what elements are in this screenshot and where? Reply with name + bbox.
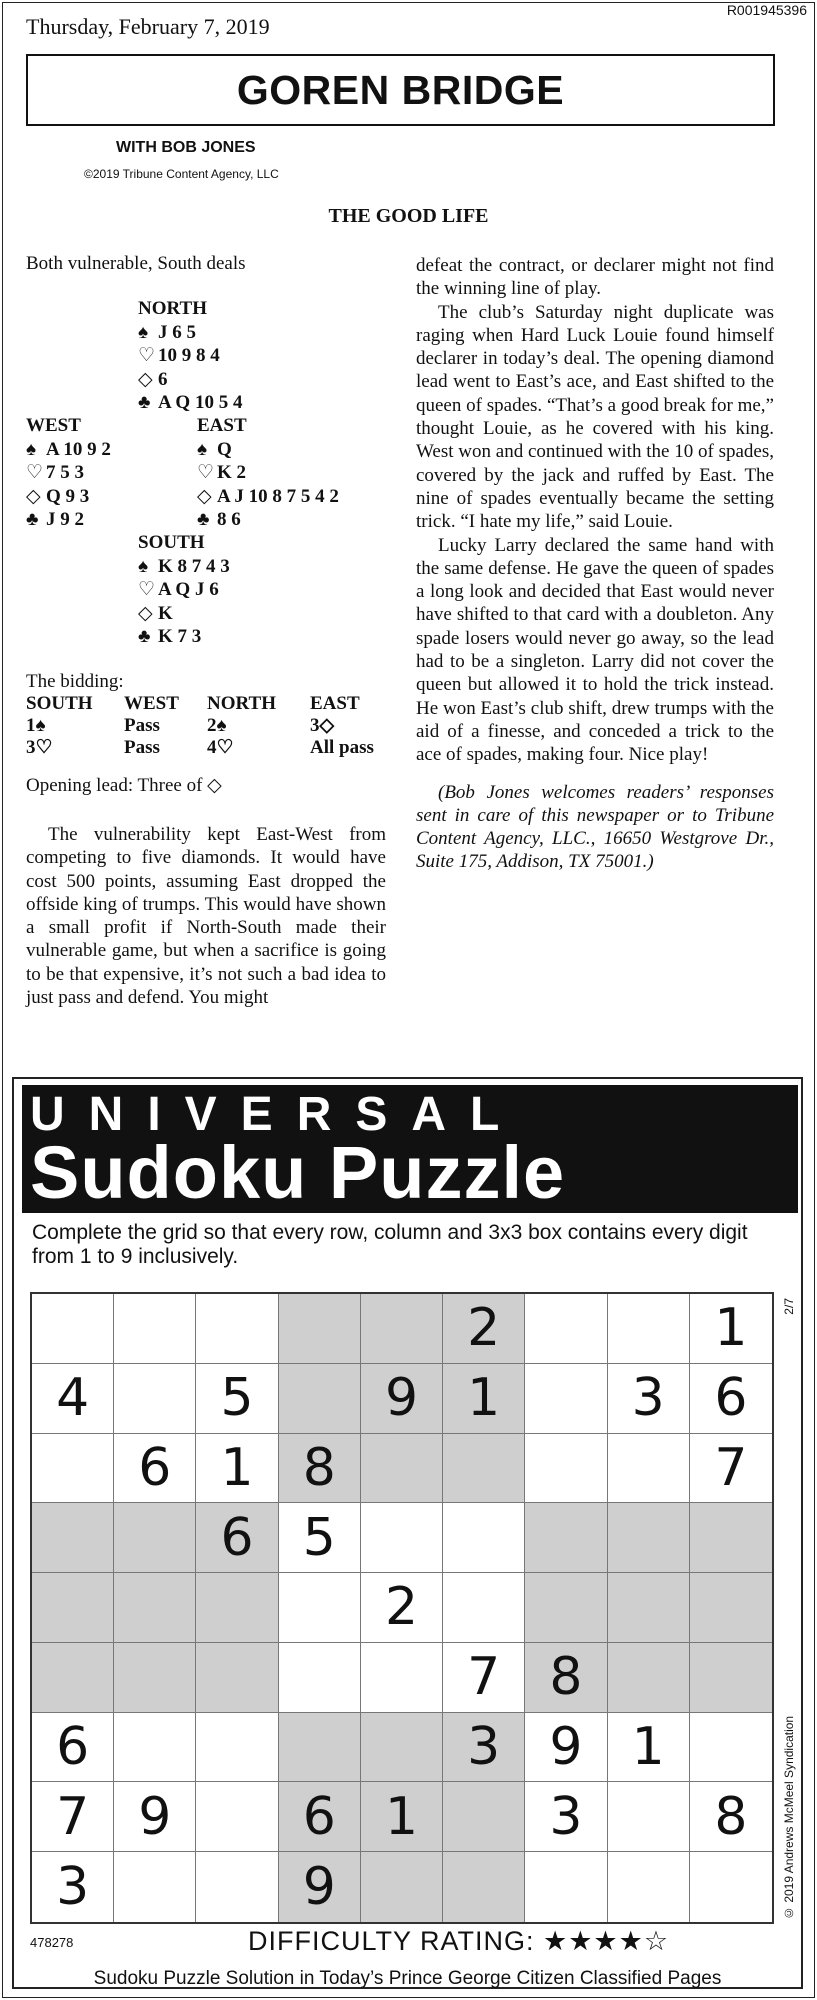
bid-cell: Pass: [124, 715, 160, 736]
sudoku-cell[interactable]: [114, 1294, 196, 1364]
heart-icon: ♡: [138, 345, 156, 366]
closing-note: (Bob Jones welcomes readers’ responses sent in care of this newspaper or to Tribune Content Agency, LLC., 16650 Westgrove Dr., Suite 175, Addison, TX 75001.): [416, 781, 774, 873]
sudoku-cell[interactable]: [608, 1573, 690, 1643]
bid-header: WEST: [124, 693, 179, 714]
spade-icon: ♠: [138, 321, 149, 343]
south-spades: K 8 7 4 3: [158, 555, 230, 577]
sudoku-banner: [22, 1085, 798, 1213]
club-icon: ♣: [138, 392, 151, 413]
sudoku-cell[interactable]: 1: [608, 1713, 690, 1783]
deal-line: Both vulnerable, South deals: [26, 253, 246, 274]
sudoku-cell[interactable]: 1: [443, 1364, 525, 1434]
sudoku-cell[interactable]: [608, 1643, 690, 1713]
banner-title: Sudoku Puzzle: [30, 1131, 566, 1214]
sudoku-cell[interactable]: [608, 1782, 690, 1852]
east-spades: Q: [217, 438, 232, 460]
north-diamonds: 6: [158, 368, 168, 390]
sudoku-cell[interactable]: [525, 1503, 607, 1573]
sudoku-cell[interactable]: [361, 1503, 443, 1573]
west-spades: A 10 9 2: [46, 438, 111, 460]
column-headline: THE GOOD LIFE: [328, 205, 489, 227]
west-clubs: J 9 2: [46, 509, 84, 530]
sudoku-cell[interactable]: [361, 1713, 443, 1783]
sudoku-cell[interactable]: 9: [525, 1713, 607, 1783]
sudoku-cell[interactable]: 6: [279, 1782, 361, 1852]
sudoku-cell[interactable]: 9: [279, 1852, 361, 1922]
sudoku-cell[interactable]: [32, 1294, 114, 1364]
sudoku-cell[interactable]: [525, 1434, 607, 1504]
sudoku-cell[interactable]: [114, 1643, 196, 1713]
heart-icon: ♡: [26, 462, 44, 483]
west-hearts: 7 5 3: [46, 462, 84, 483]
sudoku-cell[interactable]: [32, 1434, 114, 1504]
bid-cell: Pass: [124, 737, 160, 758]
sudoku-footer: Sudoku Puzzle Solution in Today’s Prince George Citizen Classified Pages: [93, 1968, 722, 1989]
bidding-section: [26, 670, 390, 759]
east-clubs: 8 6: [217, 509, 241, 530]
sudoku-cell[interactable]: [690, 1503, 772, 1573]
sudoku-cell[interactable]: [361, 1643, 443, 1713]
east-label: EAST: [197, 415, 247, 436]
north-spades: J 6 5: [158, 321, 196, 343]
club-icon: ♣: [138, 626, 151, 647]
sudoku-cell[interactable]: [690, 1573, 772, 1643]
sudoku-cell[interactable]: 8: [279, 1434, 361, 1504]
sudoku-cell[interactable]: [196, 1573, 278, 1643]
sudoku-cell[interactable]: [361, 1294, 443, 1364]
club-icon: ♣: [197, 509, 210, 530]
sudoku-cell[interactable]: 7: [690, 1434, 772, 1504]
sudoku-cell[interactable]: 1: [690, 1294, 772, 1364]
sudoku-cell[interactable]: 6: [690, 1364, 772, 1434]
body-paragraph: defeat the contract, or declarer might not find the winning line of play.: [416, 255, 774, 300]
date-line: Thursday, February 7, 2019: [26, 14, 270, 39]
sudoku-cell[interactable]: [525, 1852, 607, 1922]
south-label: SOUTH: [138, 532, 205, 553]
sudoku-cell[interactable]: 4: [32, 1364, 114, 1434]
sudoku-cell[interactable]: 6: [196, 1503, 278, 1573]
bid-cell: 4♡: [207, 737, 234, 758]
body-left-column: [26, 823, 386, 1009]
diamond-icon: ◇: [138, 368, 153, 390]
bid-header: EAST: [310, 693, 360, 714]
sudoku-cell[interactable]: 7: [32, 1782, 114, 1852]
opening-lead: Opening lead: Three of ◇: [26, 775, 222, 796]
sudoku-cell[interactable]: [443, 1782, 525, 1852]
sudoku-cell[interactable]: [32, 1643, 114, 1713]
sudoku-cell[interactable]: [279, 1573, 361, 1643]
sudoku-cell[interactable]: [114, 1364, 196, 1434]
sudoku-cell[interactable]: [114, 1573, 196, 1643]
copyright-line: ©2019 Tribune Content Agency, LLC: [84, 167, 279, 181]
sudoku-cell[interactable]: [690, 1713, 772, 1783]
sudoku-cell[interactable]: [608, 1503, 690, 1573]
sudoku-cell[interactable]: [443, 1852, 525, 1922]
sudoku-cell[interactable]: [443, 1434, 525, 1504]
south-hearts: A Q J 6: [158, 579, 219, 600]
bid-header: SOUTH: [26, 693, 93, 714]
byline: WITH BOB JONES: [116, 139, 256, 156]
side-copyright: © 2019 Andrews McMeel Syndication: [782, 1715, 796, 1920]
sudoku-cell[interactable]: [196, 1713, 278, 1783]
bidding-label: The bidding:: [26, 671, 124, 692]
body-paragraph: The club’s Saturday night duplicate was raging when Hard Luck Louie found himself declarer in today’s deal. The opening diamond lead went to East’s ace, and East shifted to the queen of spades. “That’s a good break for me,” thought Louie, as he covered with his king. West won and continued with the 10 of spades, covered by the jack and ruffed by East. The nine of spades eventually became the setting trick. “I hate my life,” said Louie.: [416, 301, 774, 533]
sudoku-cell[interactable]: 3: [443, 1713, 525, 1783]
east-hearts: K 2: [217, 462, 247, 483]
heart-icon: ♡: [197, 462, 215, 483]
sudoku-cell[interactable]: [690, 1852, 772, 1922]
west-hand: [26, 414, 111, 532]
sudoku-cell[interactable]: 9: [361, 1364, 443, 1434]
bid-cell: All pass: [310, 737, 374, 758]
sudoku-cell[interactable]: 6: [114, 1434, 196, 1504]
bid-cell: 2♠: [207, 715, 227, 736]
sudoku-cell[interactable]: [525, 1573, 607, 1643]
bid-cell: 1♠: [26, 715, 46, 736]
heart-icon: ♡: [138, 579, 156, 600]
sudoku-cell[interactable]: 1: [361, 1782, 443, 1852]
sudoku-cell[interactable]: [114, 1713, 196, 1783]
west-diamonds: Q 9 3: [46, 485, 90, 507]
document-id: R001945396: [726, 2, 807, 18]
diamond-icon: ◇: [197, 485, 212, 507]
body-right-column: [416, 254, 774, 874]
south-hand: [138, 531, 230, 649]
sudoku-cell[interactable]: 2: [361, 1573, 443, 1643]
bid-cell: 3◇: [310, 715, 335, 736]
page-title: GOREN BRIDGE: [236, 66, 565, 113]
sudoku-cell[interactable]: [608, 1434, 690, 1504]
sudoku-cell[interactable]: [443, 1503, 525, 1573]
sudoku-cell[interactable]: 6: [32, 1713, 114, 1783]
sudoku-cell[interactable]: 5: [196, 1364, 278, 1434]
south-clubs: K 7 3: [158, 626, 202, 647]
south-diamonds: K: [158, 602, 173, 624]
sudoku-cell[interactable]: [279, 1713, 361, 1783]
side-date: 2/7: [782, 1298, 796, 1315]
bidding-table: [26, 693, 390, 759]
banner-brand: UNIVERSAL: [30, 1088, 524, 1141]
sudoku-cell[interactable]: [525, 1364, 607, 1434]
sudoku-cell[interactable]: [114, 1503, 196, 1573]
sudoku-cell[interactable]: [443, 1573, 525, 1643]
north-hand: [138, 297, 242, 415]
sudoku-cell[interactable]: 7: [443, 1643, 525, 1713]
puzzle-id: 478278: [30, 1935, 74, 1950]
sudoku-cell[interactable]: [279, 1294, 361, 1364]
sudoku-cell[interactable]: 8: [525, 1643, 607, 1713]
sudoku-cell[interactable]: 9: [114, 1782, 196, 1852]
sudoku-cell[interactable]: [608, 1294, 690, 1364]
east-diamonds: A J 10 8 7 5 4 2: [217, 485, 339, 507]
north-label: NORTH: [138, 298, 208, 319]
sudoku-cell[interactable]: [196, 1852, 278, 1922]
sudoku-cell[interactable]: [361, 1852, 443, 1922]
spade-icon: ♠: [197, 438, 208, 460]
sudoku-cell[interactable]: 5: [279, 1503, 361, 1573]
sudoku-cell[interactable]: [114, 1852, 196, 1922]
sudoku-cell[interactable]: 1: [196, 1434, 278, 1504]
sudoku-cell[interactable]: [279, 1643, 361, 1713]
title-box: [26, 54, 775, 126]
sudoku-cell[interactable]: [196, 1643, 278, 1713]
bid-cell: 3♡: [26, 737, 53, 758]
club-icon: ♣: [26, 509, 39, 530]
sudoku-cell[interactable]: [279, 1364, 361, 1434]
sudoku-cell[interactable]: [32, 1503, 114, 1573]
spade-icon: ♠: [26, 438, 37, 460]
sudoku-cell[interactable]: [196, 1294, 278, 1364]
diamond-icon: ◇: [26, 485, 41, 507]
body-paragraph: The vulnerability kept East-West from competing to five diamonds. It would have cost 500 points, assuming East dropped the offside king of trumps. This would have shown a small profit if North-South made their vulnerable game, but when a sacrifice is going to be that expensive, it’s not such a bad idea to just pass and defend. You might: [26, 824, 386, 1009]
sudoku-cell[interactable]: 3: [525, 1782, 607, 1852]
spade-icon: ♠: [138, 555, 149, 577]
sudoku-cell[interactable]: 3: [32, 1852, 114, 1922]
north-hearts: 10 9 8 4: [158, 345, 220, 366]
sudoku-grid: [30, 1292, 774, 1924]
sudoku-cell[interactable]: 3: [608, 1364, 690, 1434]
north-clubs: A Q 10 5 4: [158, 392, 243, 413]
diamond-icon: ◇: [138, 602, 153, 624]
body-paragraph: Lucky Larry declared the same hand with the same defense. He gave the queen of spades a long look and decided that East would never have shifted to that card with a doubleton. Any spade losers would never go away, so the lead had to be a singleton. Larry did not cover the queen but allowed it to hold the trick instead. He won East’s club shift, drew trumps with the aid of a finesse, and conceded a trick to the ace of spades, making four. Nice play!: [416, 534, 774, 766]
sudoku-cell[interactable]: 2: [443, 1294, 525, 1364]
sudoku-cell[interactable]: 8: [690, 1782, 772, 1852]
sudoku-cell[interactable]: [608, 1852, 690, 1922]
sudoku-cell[interactable]: [361, 1434, 443, 1504]
sudoku-cell[interactable]: [196, 1782, 278, 1852]
sudoku-cell[interactable]: [690, 1643, 772, 1713]
west-label: WEST: [26, 415, 81, 436]
sudoku-instructions: Complete the grid so that every row, column and 3x3 box contains every digit from 1 to 9 inclusively.: [32, 1221, 748, 1268]
bid-header: NORTH: [207, 693, 277, 714]
sudoku-cell[interactable]: [525, 1294, 607, 1364]
sudoku-cell[interactable]: [32, 1573, 114, 1643]
east-hand: [197, 414, 339, 532]
difficulty-rating: DIFFICULTY RATING: ★★★★☆: [248, 1926, 670, 1956]
